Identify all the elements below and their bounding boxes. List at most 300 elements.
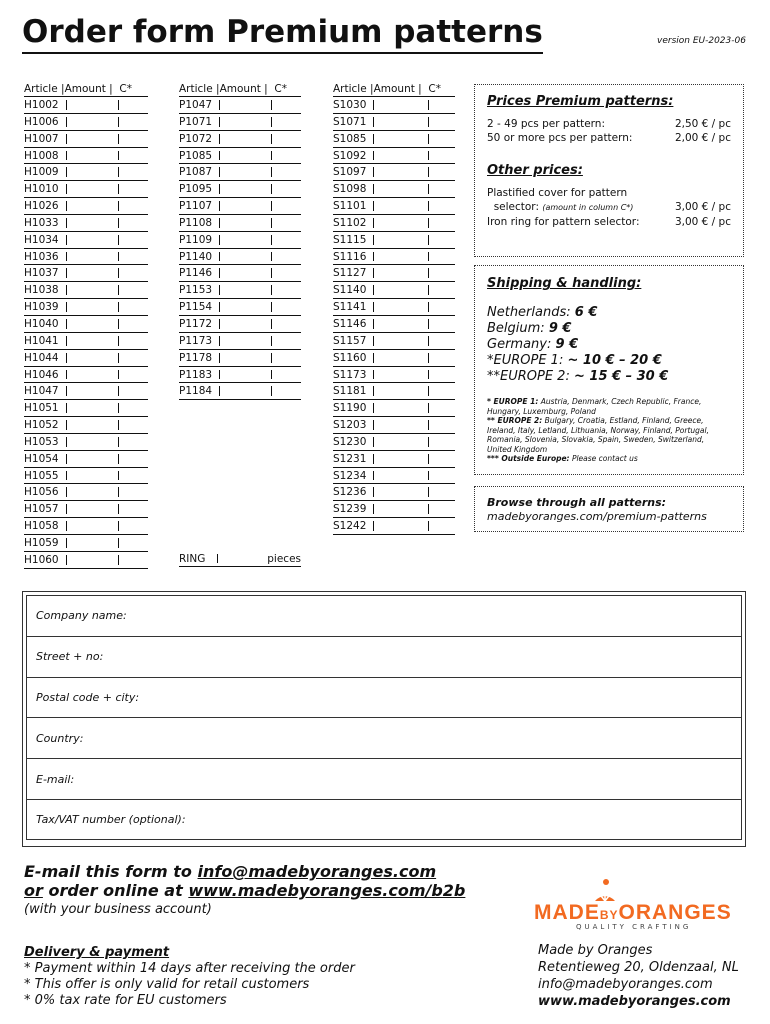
column-separator: [428, 218, 429, 228]
column-separator: [66, 437, 67, 447]
column-separator: [66, 370, 67, 380]
article-row[interactable]: [333, 417, 455, 434]
header-article: Article: [179, 83, 213, 95]
article-code: S1203: [333, 419, 367, 432]
column-separator: [219, 252, 220, 262]
column-separator: [428, 386, 429, 396]
header-amount: Amount: [219, 83, 261, 95]
page-title: Order form Premium patterns: [22, 14, 543, 54]
column-separator: [373, 403, 374, 413]
article-row[interactable]: [179, 299, 301, 316]
delivery-item: * Payment within 14 days after receiving the order: [24, 961, 355, 976]
shipping-box: [474, 265, 744, 475]
field-label: Company name:: [36, 609, 127, 623]
ship-nl-label: Netherlands:: [487, 305, 571, 320]
column-separator: [373, 454, 374, 464]
online-instruction: [24, 881, 465, 901]
column-separator: [271, 218, 272, 228]
article-row[interactable]: [179, 232, 301, 249]
column-separator: [271, 100, 272, 110]
column-separator: [373, 437, 374, 447]
column-separator: [271, 235, 272, 245]
article-row[interactable]: [333, 434, 455, 451]
column-separator: [428, 100, 429, 110]
column-separator: [118, 370, 119, 380]
column-separator: [373, 504, 374, 514]
article-row[interactable]: [333, 367, 455, 384]
article-row[interactable]: [333, 282, 455, 299]
column-separator: [428, 336, 429, 346]
article-code: S1231: [333, 452, 367, 465]
article-code: P1183: [179, 368, 213, 381]
field-label: Country:: [36, 731, 84, 745]
column-separator: [118, 184, 119, 194]
article-row[interactable]: [24, 417, 148, 434]
article-row[interactable]: [333, 148, 455, 165]
article-code: H1059: [24, 536, 59, 549]
ship-eu2-price: ~ 15 € – 30 €: [573, 369, 669, 384]
article-code: P1173: [179, 334, 213, 347]
column-separator: [66, 353, 67, 363]
article-row[interactable]: [24, 249, 148, 266]
browse-box: [474, 486, 744, 532]
article-code: S1173: [333, 368, 367, 381]
article-code: S1102: [333, 216, 367, 229]
header-article: Article: [333, 83, 367, 95]
ring-separator: [217, 554, 218, 563]
article-row[interactable]: [179, 181, 301, 198]
article-row[interactable]: [24, 198, 148, 215]
field-label: E-mail:: [36, 772, 75, 786]
article-row[interactable]: [24, 468, 148, 485]
column-separator: [66, 302, 67, 312]
article-row[interactable]: [333, 114, 455, 131]
article-code: P1072: [179, 132, 213, 145]
column-separator: [219, 134, 220, 144]
column-separator: [66, 201, 67, 211]
article-row[interactable]: [333, 451, 455, 468]
column-separator: [271, 201, 272, 211]
column-separator: [118, 538, 119, 548]
column-separator: [219, 201, 220, 211]
article-row[interactable]: [333, 265, 455, 282]
ring-row[interactable]: [179, 551, 301, 567]
column-separator: [66, 167, 67, 177]
note3-text: Please contact us: [571, 454, 638, 463]
price-tier-1: [487, 117, 731, 131]
article-code: H1055: [24, 469, 59, 482]
header-c: C*: [274, 83, 287, 95]
column-separator: [428, 302, 429, 312]
ring-price: 3,00 € / pc: [674, 216, 731, 228]
orange-slice-icon: [592, 877, 618, 903]
header-c: C*: [428, 83, 441, 95]
ring-label: RING: [179, 553, 206, 565]
article-row[interactable]: [179, 282, 301, 299]
article-row[interactable]: [179, 265, 301, 282]
online-prefix: order online at: [48, 881, 183, 900]
cover-label-row: [487, 186, 731, 200]
column-separator: [271, 386, 272, 396]
made-by-oranges-logo: [534, 877, 732, 933]
tier2-label: 50 or more pcs per pattern:: [487, 132, 633, 144]
article-code: H1058: [24, 520, 59, 533]
column-separator: [373, 336, 374, 346]
article-code: H1009: [24, 166, 59, 179]
note3-label: *** Outside Europe:: [487, 454, 570, 463]
article-row[interactable]: [333, 468, 455, 485]
article-code: H1044: [24, 351, 59, 364]
company-email[interactable]: info@madebyoranges.com: [538, 977, 713, 992]
address-form: [22, 591, 746, 847]
article-code: S1116: [333, 250, 367, 263]
column-separator: [118, 167, 119, 177]
article-code: S1101: [333, 200, 367, 213]
column-separator: [373, 151, 374, 161]
article-row[interactable]: [24, 181, 148, 198]
column-separator: [66, 285, 67, 295]
column-separator: [118, 268, 119, 278]
column-separator: [373, 218, 374, 228]
article-row[interactable]: [179, 383, 301, 400]
column-separator: [118, 353, 119, 363]
article-code: S1085: [333, 132, 367, 145]
cover-note: (amount in column C*): [542, 203, 634, 212]
delivery-heading: Delivery & payment: [24, 945, 170, 960]
column-separator: [118, 151, 119, 161]
article-row[interactable]: [24, 97, 148, 114]
column-separator: [219, 100, 220, 110]
column-separator: [66, 134, 67, 144]
note-europe-1: [487, 397, 731, 416]
article-row[interactable]: [24, 148, 148, 165]
column-separator: [118, 134, 119, 144]
column-separator: [428, 420, 429, 430]
article-row[interactable]: [24, 350, 148, 367]
article-row[interactable]: [24, 164, 148, 181]
column-separator: [373, 521, 374, 531]
article-code: H1047: [24, 385, 59, 398]
article-code: H1046: [24, 368, 59, 381]
ship-eu1: [487, 353, 731, 369]
article-code: P1087: [179, 166, 213, 179]
b2b-link[interactable]: www.madebyoranges.com/b2b: [188, 881, 466, 900]
email-instruction: [24, 862, 436, 882]
column-separator: [118, 100, 119, 110]
delivery-item: * This offer is only valid for retail customers: [24, 977, 310, 992]
email-field[interactable]: [26, 758, 742, 799]
column-separator: [219, 386, 220, 396]
company-name-field[interactable]: [26, 595, 742, 636]
column-separator: [271, 151, 272, 161]
column-separator: [118, 201, 119, 211]
article-code: S1092: [333, 149, 367, 162]
header-c: C*: [119, 83, 132, 95]
column-separator: [118, 252, 119, 262]
column-separator: [219, 235, 220, 245]
column-separator: [373, 386, 374, 396]
ring-price-label: Iron ring for pattern selector:: [487, 216, 640, 228]
column-separator: [428, 403, 429, 413]
column-separator: [118, 285, 119, 295]
column-header: Article |Amount | C*: [24, 83, 148, 97]
article-code: P1153: [179, 284, 213, 297]
article-code: P1146: [179, 267, 213, 280]
cover-price: 3,00 € / pc: [674, 201, 731, 213]
column-separator: [373, 184, 374, 194]
column-header: Article |Amount | C*: [333, 83, 455, 97]
article-row[interactable]: [179, 215, 301, 232]
ring-unit: pieces: [267, 553, 301, 565]
article-code: S1234: [333, 469, 367, 482]
cover-price-row: [487, 200, 731, 215]
browse-label: Browse through all patterns:: [487, 496, 667, 509]
ship-eu2-label: **EUROPE 2:: [487, 369, 570, 384]
article-row[interactable]: [333, 350, 455, 367]
article-code: S1230: [333, 435, 367, 448]
cover-label-2: selector:: [493, 201, 539, 213]
column-separator: [271, 167, 272, 177]
column-separator: [66, 420, 67, 430]
article-code: P1095: [179, 183, 213, 196]
article-row[interactable]: [333, 518, 455, 535]
article-row[interactable]: [24, 501, 148, 518]
article-row[interactable]: [179, 316, 301, 333]
tier2-price: 2,00 € / pc: [674, 132, 731, 144]
column-separator: [219, 167, 220, 177]
shipping-heading: Shipping & handling:: [487, 276, 642, 291]
country-field[interactable]: [26, 717, 742, 758]
column-separator: [271, 117, 272, 127]
article-row[interactable]: [179, 333, 301, 350]
column-separator: [118, 403, 119, 413]
column-separator: [428, 252, 429, 262]
logo-by: BY: [599, 908, 619, 922]
column-separator: [373, 252, 374, 262]
column-separator: [118, 521, 119, 531]
shipping-notes: [487, 397, 731, 464]
column-separator: [271, 353, 272, 363]
version-label: version EU-2023-06: [657, 36, 746, 46]
column-separator: [118, 117, 119, 127]
column-separator: [118, 336, 119, 346]
column-separator: [118, 420, 119, 430]
column-separator: [118, 437, 119, 447]
article-row[interactable]: [333, 316, 455, 333]
article-code: H1002: [24, 99, 59, 111]
column-separator: [271, 336, 272, 346]
article-row[interactable]: [24, 215, 148, 232]
column-separator: [219, 151, 220, 161]
article-row[interactable]: [179, 164, 301, 181]
column-separator: [428, 454, 429, 464]
article-row[interactable]: [24, 367, 148, 384]
browse-url[interactable]: madebyoranges.com/premium-patterns: [487, 510, 707, 523]
article-row[interactable]: [179, 350, 301, 367]
article-code: H1008: [24, 149, 59, 162]
article-row[interactable]: [24, 114, 148, 131]
delivery-section: [24, 945, 355, 1009]
email-link[interactable]: info@madebyoranges.com: [197, 862, 437, 881]
article-row[interactable]: [333, 232, 455, 249]
article-row[interactable]: [179, 114, 301, 131]
field-label: Street + no:: [36, 650, 104, 664]
article-row[interactable]: [24, 434, 148, 451]
article-row[interactable]: [24, 518, 148, 535]
article-code: S1160: [333, 351, 367, 364]
article-row[interactable]: [24, 131, 148, 148]
column-separator: [66, 268, 67, 278]
or-text: or: [24, 881, 43, 900]
article-row[interactable]: [333, 501, 455, 518]
field-label: Postal code + city:: [36, 690, 140, 704]
article-code: P1184: [179, 385, 213, 398]
company-website[interactable]: www.madebyoranges.com: [538, 994, 731, 1009]
article-code: H1037: [24, 267, 59, 280]
logo-tagline: QUALITY CRAFTING: [576, 923, 692, 931]
column-separator: [428, 184, 429, 194]
article-code: P1178: [179, 351, 213, 364]
article-row[interactable]: [333, 131, 455, 148]
note-europe-2: [487, 416, 731, 454]
article-row[interactable]: [333, 383, 455, 400]
column-separator: [428, 235, 429, 245]
article-row[interactable]: [333, 484, 455, 501]
header-amount: Amount: [373, 83, 415, 95]
ship-de-price: 9 €: [555, 337, 579, 352]
column-separator: [118, 454, 119, 464]
article-row[interactable]: [333, 198, 455, 215]
column-separator: [271, 319, 272, 329]
column-separator: [373, 235, 374, 245]
tax-number-field[interactable]: [26, 799, 742, 840]
article-row[interactable]: [333, 164, 455, 181]
column-separator: [118, 386, 119, 396]
note1-label: * EUROPE 1:: [487, 397, 539, 406]
column-separator: [219, 285, 220, 295]
article-row[interactable]: [333, 299, 455, 316]
article-row[interactable]: [179, 367, 301, 384]
article-row[interactable]: [333, 181, 455, 198]
street-field[interactable]: [26, 636, 742, 677]
column-separator: [66, 386, 67, 396]
article-row[interactable]: [179, 148, 301, 165]
article-code: H1040: [24, 317, 59, 330]
article-row[interactable]: [24, 333, 148, 350]
article-row[interactable]: [24, 282, 148, 299]
article-row[interactable]: [333, 215, 455, 232]
column-separator: [271, 134, 272, 144]
column-separator: [373, 285, 374, 295]
ship-be: [487, 321, 731, 337]
column-separator: [428, 134, 429, 144]
column-separator: [428, 437, 429, 447]
column-separator: [118, 218, 119, 228]
ship-eu2: [487, 369, 731, 385]
article-code: S1115: [333, 233, 367, 246]
article-row[interactable]: [333, 400, 455, 417]
column-separator: [428, 285, 429, 295]
article-code: P1085: [179, 149, 213, 162]
article-code: S1071: [333, 115, 367, 128]
article-row[interactable]: [24, 484, 148, 501]
column-separator: [66, 117, 67, 127]
article-row[interactable]: [179, 198, 301, 215]
article-row[interactable]: [24, 383, 148, 400]
article-row[interactable]: [333, 333, 455, 350]
article-row[interactable]: [24, 400, 148, 417]
column-separator: [428, 521, 429, 531]
column-separator: [118, 302, 119, 312]
article-code: H1010: [24, 183, 59, 196]
column-separator: [428, 201, 429, 211]
postal-city-field[interactable]: [26, 677, 742, 718]
column-separator: [219, 353, 220, 363]
column-separator: [271, 252, 272, 262]
article-row[interactable]: [24, 552, 148, 569]
column-separator: [66, 538, 67, 548]
article-code: S1236: [333, 486, 367, 499]
logo-made: MADE: [534, 901, 600, 924]
column-separator: [271, 184, 272, 194]
column-separator: [118, 487, 119, 497]
column-separator: [428, 319, 429, 329]
ship-be-label: Belgium:: [487, 321, 545, 336]
article-code: P1140: [179, 250, 213, 263]
article-code: S1098: [333, 183, 367, 196]
article-row[interactable]: [333, 249, 455, 266]
article-row[interactable]: [179, 249, 301, 266]
article-row[interactable]: [179, 131, 301, 148]
article-column-s: [333, 83, 455, 535]
column-separator: [66, 454, 67, 464]
article-code: S1190: [333, 402, 367, 415]
column-separator: [66, 100, 67, 110]
article-code: S1141: [333, 301, 367, 314]
column-separator: [66, 555, 67, 565]
article-row[interactable]: [179, 97, 301, 114]
ship-nl-price: 6 €: [574, 305, 598, 320]
column-header: Article |Amount | C*: [179, 83, 301, 97]
header-article: Article: [24, 83, 58, 95]
article-row[interactable]: [24, 316, 148, 333]
article-row[interactable]: [24, 299, 148, 316]
article-row[interactable]: [24, 535, 148, 552]
article-code: H1053: [24, 435, 59, 448]
column-separator: [66, 403, 67, 413]
article-row[interactable]: [24, 232, 148, 249]
article-code: H1056: [24, 486, 59, 499]
ring-price-row: [487, 215, 731, 229]
article-row[interactable]: [24, 451, 148, 468]
article-code: S1127: [333, 267, 367, 280]
column-separator: [373, 117, 374, 127]
column-separator: [428, 151, 429, 161]
column-separator: [428, 504, 429, 514]
article-code: P1154: [179, 301, 213, 314]
article-row[interactable]: [24, 265, 148, 282]
article-row[interactable]: [333, 97, 455, 114]
article-code: S1181: [333, 385, 367, 398]
article-code: H1039: [24, 301, 59, 314]
article-code: H1051: [24, 402, 59, 415]
note2-label: ** EUROPE 2:: [487, 416, 543, 425]
prices-heading: Prices Premium patterns:: [487, 94, 674, 109]
column-separator: [219, 319, 220, 329]
article-code: H1052: [24, 419, 59, 432]
article-code: S1242: [333, 520, 367, 533]
column-separator: [219, 184, 220, 194]
